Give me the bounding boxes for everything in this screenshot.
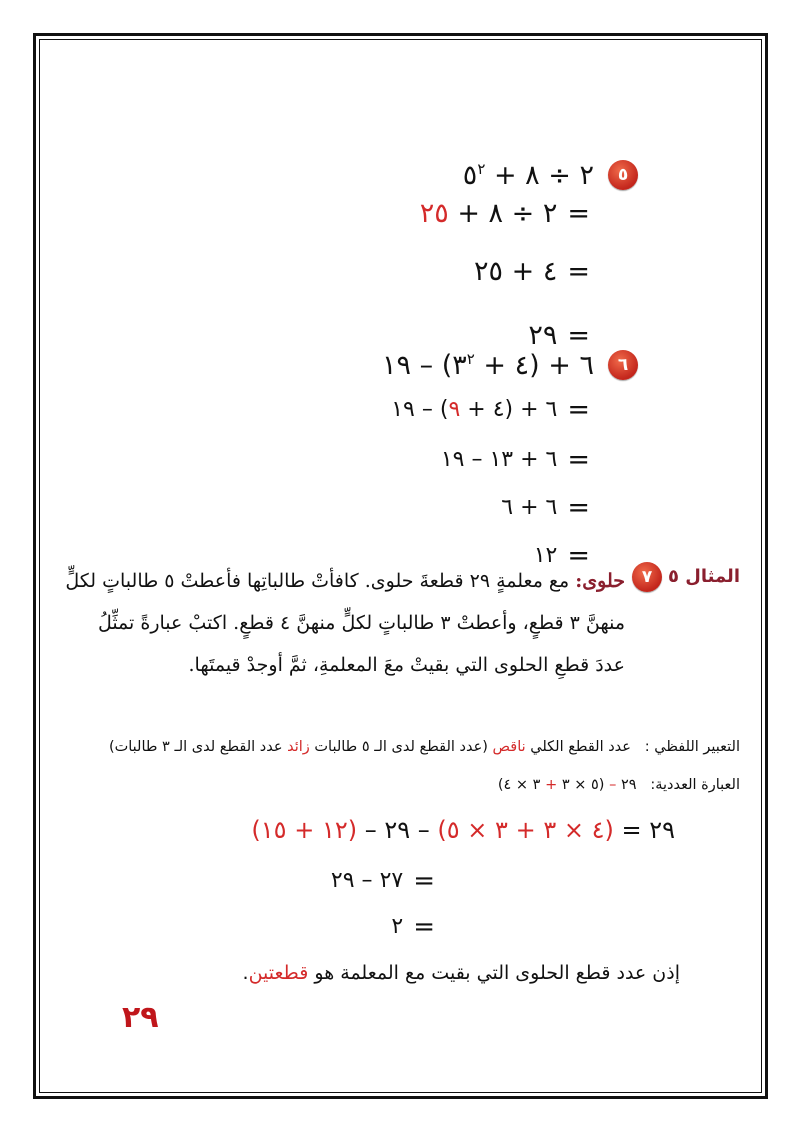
example-problem-text: حلوى: مع معلمةٍ ٢٩ قطعةَ حلوى. كافأتْ طالباتِها فأعطتْ ٥ طالباتٍ لكلٍّ منهنَّ ٣ قطعٍ، وأعطتْ ٣ طالباتٍ لكلٍّ منهنَّ ٤ قطعٍ. اكتبْ عبارةً تمثِّلُ عددَ قطعِ الحلوى التي بقيتْ معَ المعلمةِ، ثمَّ أوجدْ قيمتَها. [65, 570, 625, 676]
exercise-6-step-1: = ٦ + (٤ + ٩) – ١٩ [391, 394, 590, 425]
exercise-6-badge: ٦ [608, 350, 638, 380]
solution-step-2: = ٢٧ – ٢٩ [330, 866, 435, 896]
exercise-6-step-2: = ٦ + ١٣ – ١٩ [440, 444, 590, 475]
example-badge-wrap [632, 562, 662, 592]
exercise-5-head [463, 160, 638, 190]
exercise-5-expression: ٢ ÷ ٨ + $٥^٢$ [462, 159, 594, 191]
conclusion: إذن عدد قطع الحلوى التي بقيت مع المعلمة هو قطعتين. [242, 962, 680, 984]
exercise-5-step-3: = ٢٩ [528, 320, 590, 351]
exercise-5-step-1: = ٢ ÷ ٨ + ٢٥ [419, 198, 590, 229]
example-label: المثال ٥ [668, 566, 740, 587]
verbal-expression: التعبير اللفظي : عدد القطع الكلي ناقص (عدد القطع لدى الـ ٥ طالبات زائد عدد القطع لدى الـ ٣ طالبات) [108, 739, 740, 755]
solution-step-1: (١٢ + ١٥) – ٢٩ = (٤ × ٣ + ٣ × ٥) – ٢٩ [251, 816, 675, 844]
example-topic: حلوى: [575, 570, 625, 592]
numeric-expression: العبارة العددية: ٢٩ – (٥ × ٣ + ٣ × ٤) [497, 777, 740, 793]
exercise-6-expression: ٦ + (٤ + $٣^٢$) – ١٩ [382, 349, 594, 381]
exercise-6-head [382, 350, 638, 380]
exercise-5-badge: ٥ [608, 160, 638, 190]
exercise-6-step-3: = ٦ + ٦ [501, 492, 590, 523]
exercise-6-step-4: = ١٢ [533, 540, 590, 571]
solution-step-3: = ٢ [391, 912, 435, 942]
page-number: ٢٩ [122, 1000, 159, 1035]
example-badge: ٧ [632, 562, 662, 592]
exercise-5-step-2: = ٤ + ٢٥ [474, 256, 590, 287]
